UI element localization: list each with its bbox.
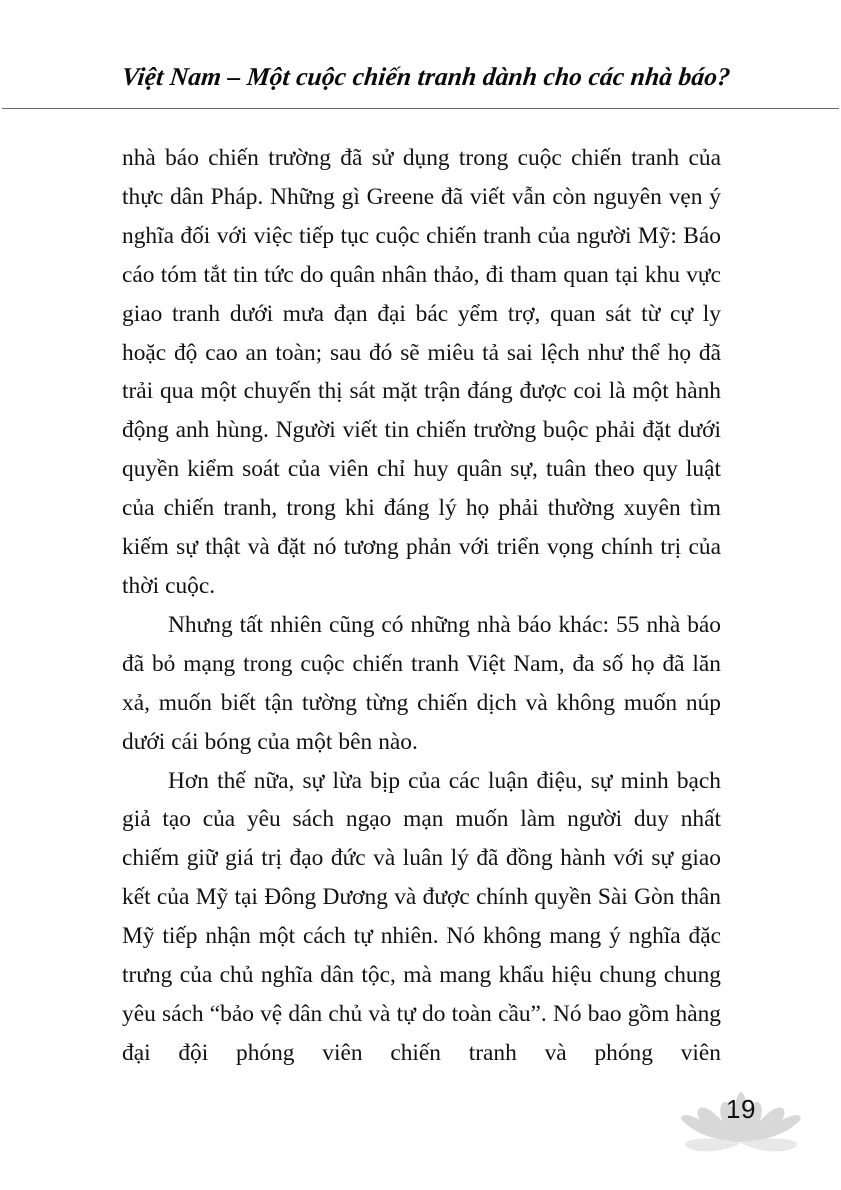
footer-ornament-group — [664, 1080, 818, 1160]
running-header-title: Việt Nam – Một cuộc chiến tranh dành cho các nhà báo? — [120, 62, 732, 91]
paragraph: Nhưng tất nhiên cũng có những nhà báo khác: 55 nhà báo đã bỏ mạng trong cuộc chiến tranh Việt Nam, đa số họ đã lăn xả, muốn biết tận tường từng chiến dịch và không muốn núp dưới cái bóng của một bên nào. — [122, 611, 721, 755]
header-divider — [2, 108, 839, 109]
body-text-column — [122, 139, 721, 1073]
page-footer — [0, 1065, 841, 1190]
paragraph: nhà báo chiến trường đã sử dụng trong cuộc chiến tranh của thực dân Pháp. Những gì Greene đã viết vẫn còn nguyên vẹn ý nghĩa đối với việc tiếp tục cuộc chiến tranh của người Mỹ: Báo cáo tóm tắt tin tức do quân nhân thảo, đi tham quan tại khu vực giao tranh dưới mưa đạn đại bác yểm trợ, quan sát từ cự ly hoặc độ cao an toàn; sau đó sẽ miêu tả sai lệch như thể họ đã trải qua một chuyến thị sát mặt trận đáng được coi là một hành động anh hùng. Người viết tin chiến trường buộc phải đặt dưới quyền kiểm soát của viên chỉ huy quân sự, tuân theo quy luật của chiến tranh, trong khi đáng lý họ phải thường xuyên tìm kiếm sự thật và đặt nó tương phản với triển vọng chính trị của thời cuộc. — [122, 145, 721, 599]
running-header — [0, 0, 841, 110]
paragraph: Hơn thế nữa, sự lừa bịp của các luận điệu, sự minh bạch giả tạo của yêu sách ngạo mạn muốn làm người duy nhất chiếm giữ giá trị đạo đức và luân lý đã đồng hành với sự giao kết của Mỹ tại Đông Dương và được chính quyền Sài Gòn thân Mỹ tiếp nhận một cách tự nhiên. Nó không mang ý nghĩa đặc trưng của chủ nghĩa dân tộc, mà mang khẩu hiệu chung chung yêu sách “bảo vệ dân chủ và tự do toàn cầu”. Nó bao gồm hàng đại đội phóng viên chiến tranh và phóng viên — [122, 767, 721, 1066]
page-number: 19 — [726, 1094, 756, 1124]
